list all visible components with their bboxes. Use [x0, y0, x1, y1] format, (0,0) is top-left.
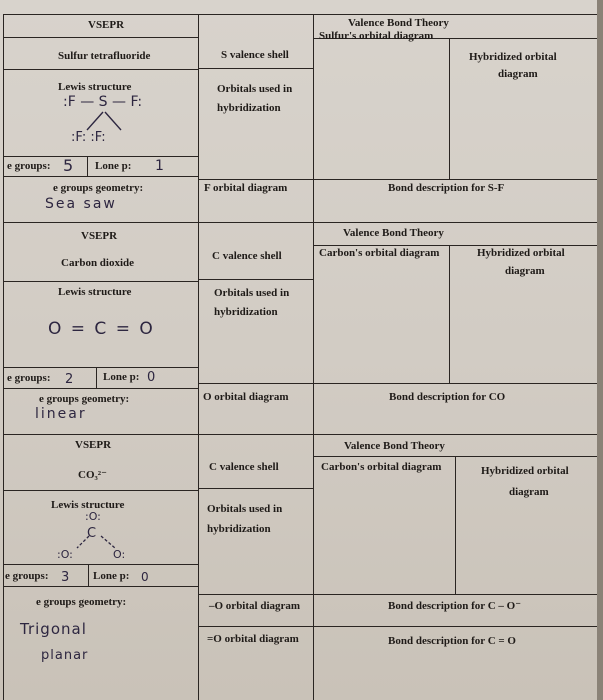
hybridization-label: hybridization — [214, 306, 278, 318]
lone-pair-value: 0 — [147, 370, 156, 385]
lewis-drawing: O = C = O — [48, 319, 155, 339]
bond-description-label-2: Bond description for C = O — [388, 635, 516, 647]
table-border-left — [3, 14, 4, 700]
atom-orbital-diagram-label: Carbon's orbital diagram — [321, 461, 442, 473]
hybridized-orbital-label: Hybridized orbital — [469, 51, 557, 63]
lewis-drawing-row2: :F: :F: — [71, 130, 106, 145]
vsepr-header: VSEPR — [81, 230, 118, 242]
orbitals-used-label: Orbitals used in — [214, 287, 290, 299]
lewis-bonds — [73, 110, 133, 132]
egroups-value: 5 — [63, 156, 74, 175]
lewis-o-left: :O: — [57, 548, 73, 561]
valence-shell-label: C valence shell — [209, 461, 279, 473]
egroups-label: e groups: — [7, 372, 51, 384]
hybridized-orbital-label-2: diagram — [505, 265, 545, 277]
lewis-o-top: :O: — [85, 510, 101, 523]
section-divider — [3, 434, 599, 435]
column-divider — [198, 14, 199, 700]
vsepr-header: VSEPR — [88, 19, 125, 31]
geometry-value: Sea saw — [45, 196, 117, 212]
lewis-bonds — [69, 526, 129, 550]
vsepr-header: VSEPR — [75, 439, 112, 451]
molecule-name: Sulfur tetrafluoride — [58, 50, 151, 62]
page-edge-shadow — [597, 0, 603, 700]
lewis-structure-label: Lewis structure — [51, 499, 125, 511]
hybridized-orbital-label: Hybridized orbital — [481, 465, 569, 477]
hybridization-label: hybridization — [217, 102, 281, 114]
vbt-title: Valence Bond Theory — [344, 440, 445, 452]
lewis-o-right: O: — [113, 548, 126, 561]
molecule-name: Carbon dioxide — [61, 257, 135, 269]
geometry-value-line1: Trigonal — [20, 620, 87, 638]
worksheet-table — [3, 14, 599, 700]
orbital-diagram-label: –O orbital diagram — [209, 600, 301, 612]
hybridization-label: hybridization — [207, 523, 271, 535]
valence-shell-label: C valence shell — [212, 250, 282, 262]
orbitals-used-label: Orbitals used in — [207, 503, 283, 515]
bond-description-label: Bond description for C – O⁻ — [388, 600, 522, 612]
hybridized-orbital-label-2: diagram — [509, 486, 549, 498]
geometry-value: linear — [35, 406, 87, 422]
egroups-value: 3 — [61, 570, 70, 585]
lewis-structure-label: Lewis structure — [58, 286, 132, 298]
row-divider — [3, 37, 198, 38]
bond-description-label: Bond description for S-F — [388, 182, 505, 194]
vbt-title: Valence Bond Theory — [348, 17, 449, 29]
section-divider — [3, 222, 599, 223]
geometry-value-line2: planar — [41, 648, 89, 663]
orbital-diagram-label-2: =O orbital diagram — [207, 633, 299, 645]
egroups-value: 2 — [65, 372, 74, 387]
lone-pair-label: Lone p: — [95, 160, 132, 172]
lone-pair-value: 1 — [155, 158, 164, 174]
orbital-diagram-label: O orbital diagram — [203, 391, 289, 403]
atom-orbital-diagram-label: Sulfur's orbital diagram — [319, 30, 434, 42]
lewis-c-center: C — [87, 526, 97, 541]
bond-description-label: Bond description for CO — [389, 391, 506, 403]
table-border-top — [3, 14, 599, 15]
geometry-label: e groups geometry: — [36, 596, 127, 608]
egroups-label: e groups: — [5, 570, 49, 582]
orbital-diagram-label: F orbital diagram — [204, 182, 288, 194]
atom-orbital-diagram-label: Carbon's orbital diagram — [319, 247, 440, 259]
valence-shell-label: S valence shell — [221, 49, 289, 61]
lone-pair-label: Lone p: — [93, 570, 130, 582]
lewis-structure-label: Lewis structure — [58, 81, 132, 93]
egroups-label: e groups: — [7, 160, 51, 172]
column-divider — [313, 14, 314, 700]
hybridized-orbital-label-2: diagram — [498, 68, 538, 80]
lewis-drawing-row1: :F — S — F: — [63, 94, 143, 110]
orbitals-used-label: Orbitals used in — [217, 83, 293, 95]
vbt-title: Valence Bond Theory — [343, 227, 444, 239]
geometry-label: e groups geometry: — [39, 393, 130, 405]
molecule-name: CO₃²⁻ — [78, 469, 107, 481]
lone-pair-label: Lone p: — [103, 371, 140, 383]
hybridized-orbital-label: Hybridized orbital — [477, 247, 565, 259]
lone-pair-value: 0 — [141, 570, 149, 584]
geometry-label: e groups geometry: — [53, 182, 144, 194]
